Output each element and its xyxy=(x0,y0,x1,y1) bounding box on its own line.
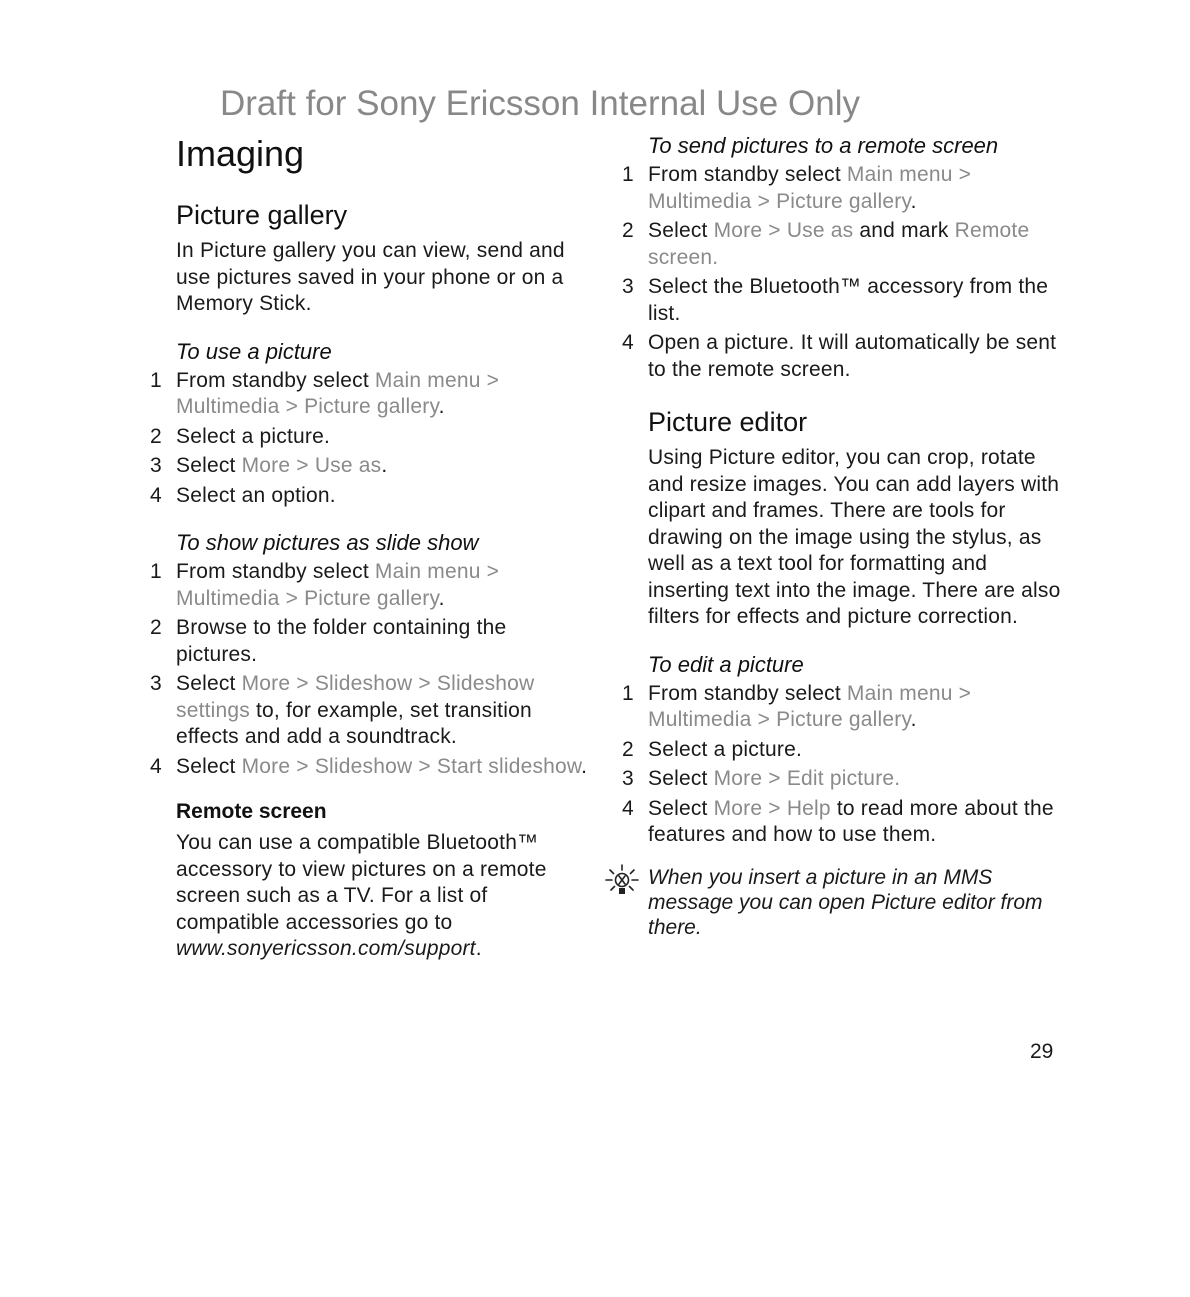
menu-path-item: Main menu xyxy=(846,163,953,186)
step-item: 2 Select a picture. xyxy=(622,737,802,761)
menu-path-item: Picture gallery xyxy=(304,395,439,418)
remote-screen-paragraph: You can use a compatible Bluetooth™ accessory to view pictures on a remote screen such as a TV. For a list of compatible accessories go to www.sonyericsson.com/support. xyxy=(176,831,547,960)
page-number: 29 xyxy=(1030,1040,1054,1063)
step-item: 4 Select More > Slideshow > Start slideshow. xyxy=(150,754,588,778)
steps-slide-show xyxy=(148,559,588,780)
menu-path-item: Start slideshow xyxy=(436,754,582,778)
step-item: 1 From standby select Main menu > Multimedia > Picture gallery. xyxy=(150,368,500,418)
left-column xyxy=(148,130,588,963)
tip-text: When you insert a picture in an MMS message you can open Picture editor from there. xyxy=(648,865,1043,939)
menu-path-item: More xyxy=(241,754,291,778)
step-item: 2 Select a picture. xyxy=(150,424,330,448)
picture-editor-paragraph: Using Picture editor, you can crop, rotate and resize images. You can add layers with clipart and frames. There are tools for drawing on the image using the stylus, as well as a text tool for formatting and inserting text into the image. There are also filters for effects and picture correction. xyxy=(648,446,1061,628)
menu-path-item: More xyxy=(713,767,763,790)
section-heading-picture-gallery: Picture gallery xyxy=(176,200,348,230)
menu-path-item: Help xyxy=(786,796,831,820)
draft-watermark: Draft for Sony Ericsson Internal Use Only xyxy=(220,84,860,123)
menu-path-item: Remote screen xyxy=(648,219,1030,269)
menu-path-item: Main menu xyxy=(374,368,481,392)
page-title: Imaging xyxy=(176,133,305,174)
menu-path-item: Multimedia xyxy=(648,708,752,731)
menu-path-item: Slideshow xyxy=(314,754,413,778)
subheading-remote-screen: Remote screen xyxy=(176,800,327,823)
menu-path-item: Edit picture xyxy=(786,767,895,790)
menu-path-item: Picture gallery xyxy=(776,189,911,213)
step-item: 3 Select the Bluetooth™ accessory from the list. xyxy=(622,275,1049,325)
menu-path-item: Multimedia xyxy=(648,189,752,213)
menu-path-item: More xyxy=(241,454,291,477)
task-title-slide-show: To show pictures as slide show xyxy=(176,530,479,555)
menu-path-item: Picture gallery xyxy=(776,708,911,731)
right-column xyxy=(620,132,1065,940)
menu-path-item: Multimedia xyxy=(176,395,280,418)
lightbulb-icon xyxy=(604,863,640,899)
menu-path-item: Use as xyxy=(314,454,382,477)
picture-gallery-intro: In Picture gallery you can view, send and use pictures saved in your phone or on a Memory Stick. xyxy=(176,239,565,315)
menu-path-item: Slideshow settings xyxy=(176,672,535,722)
menu-path-item: Use as xyxy=(786,219,854,242)
step-item: 4 Select More > Help to read more about the features and how to use them. xyxy=(622,796,1054,846)
support-link[interactable]: www.sonyericsson.com/support xyxy=(176,937,476,960)
steps-edit-picture xyxy=(620,681,1065,849)
step-item: 1 From standby select Main menu > Multimedia > Picture gallery. xyxy=(622,163,972,213)
menu-path-item: More xyxy=(241,672,291,695)
step-item: 3 Select More > Slideshow > Slideshow settings to, for example, set transition effects and add a soundtrack. xyxy=(150,672,535,748)
menu-path-item: Main menu xyxy=(846,681,953,705)
steps-use-picture xyxy=(148,368,588,510)
task-title-edit-picture: To edit a picture xyxy=(648,651,804,677)
step-item: 3 Select More > Edit picture. xyxy=(622,767,901,790)
step-item: 4 Open a picture. It will automatically be sent to the remote screen. xyxy=(622,331,1057,381)
step-item: 4 Select an option. xyxy=(150,483,336,507)
steps-send-remote xyxy=(620,162,1065,383)
task-title-send-remote: To send pictures to a remote screen xyxy=(648,133,999,158)
menu-path-item: Multimedia xyxy=(176,586,280,610)
menu-path-item: Picture gallery xyxy=(304,586,439,610)
step-item: 1 From standby select Main menu > Multimedia > Picture gallery. xyxy=(150,560,500,610)
step-item: 2 Browse to the folder containing the pictures. xyxy=(150,616,507,666)
step-item: 3 Select More > Use as. xyxy=(150,454,388,477)
menu-path-item: Slideshow xyxy=(314,672,413,695)
step-item: 2 Select More > Use as and mark Remote screen. xyxy=(622,219,1030,269)
task-title-use-picture: To use a picture xyxy=(176,338,332,364)
tip-note xyxy=(620,865,1065,940)
section-heading-picture-editor: Picture editor xyxy=(648,407,808,437)
step-item: 1 From standby select Main menu > Multimedia > Picture gallery. xyxy=(622,681,972,731)
menu-path-item: More xyxy=(713,219,763,242)
menu-path-item: More xyxy=(713,796,763,820)
menu-path-item: Main menu xyxy=(374,560,481,583)
